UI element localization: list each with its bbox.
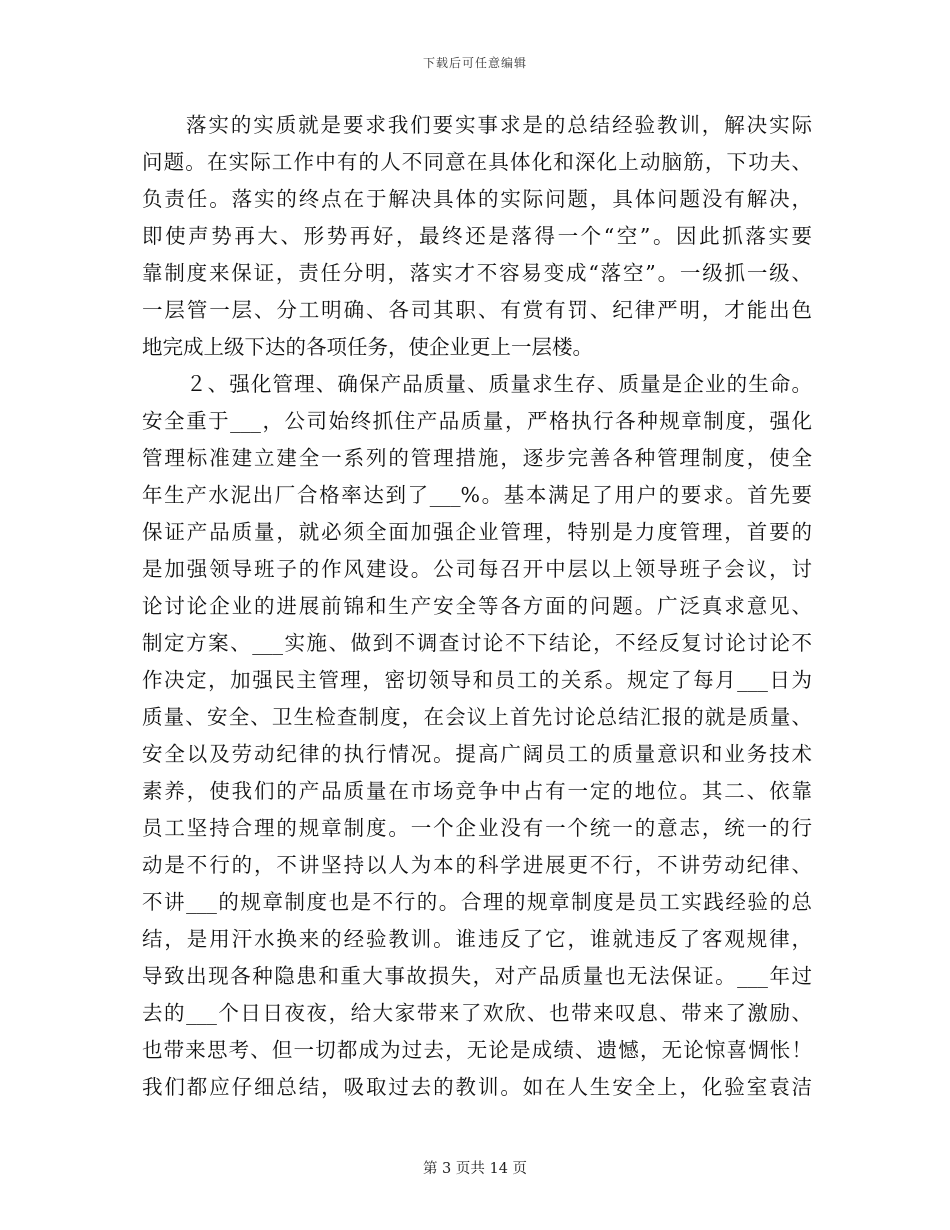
paragraph-2-line: 动是不行的，不讲坚持以人为本的科学进展更不行，不讲劳动纪律、 <box>142 853 812 877</box>
document-body <box>142 107 812 1106</box>
paragraph-2-line: 不讲___的规章制度也是不行的。合理的规章制度是员工实践经验的总 <box>142 890 812 914</box>
paragraph-2-line: ２、强化管理、确保产品质量、质量求生存、质量是企业的生命。 <box>186 372 812 396</box>
paragraph-2-line: 论讨论企业的进展前锦和生产安全等各方面的问题。广泛真求意见、 <box>142 594 812 618</box>
paragraph-1-line: 地完成上级下达的各项任务，使企业更上一层楼。 <box>142 335 593 359</box>
paragraph-2-line: 作决定，加强民主管理，密切领导和员工的关系。规定了每月___日为 <box>142 668 812 692</box>
paragraph-2-line: 员工坚持合理的规章制度。一个企业没有一个统一的意志，统一的行 <box>142 816 812 840</box>
paragraph-2-line: 年生产水泥出厂合格率达到了___%。基本满足了用户的要求。首先要 <box>142 483 812 507</box>
paragraph-2-line: 质量、安全、卫生检查制度，在会议上首先讨论总结汇报的就是质量、 <box>142 705 812 729</box>
page-footer: 第 3 页共 14 页 <box>422 1161 528 1177</box>
paragraph-1-line: 问题。在实际工作中有的人不同意在具体化和深化上动脑筋，下功夫、 <box>142 150 812 174</box>
paragraph-2-line: 我们都应仔细总结，吸取过去的教训。如在人生安全上，化验室袁洁 <box>142 1075 812 1099</box>
paragraph-2-line: 是加强领导班子的作风建设。公司每召开中层以上领导班子会议，讨 <box>142 557 812 581</box>
paragraph-2-line: 结，是用汗水换来的经验教训。谁违反了它，谁就违反了客观规律， <box>142 927 812 951</box>
paragraph-2-line: 去的___个日日夜夜，给大家带来了欢欣、也带来叹息、带来了激励、 <box>142 1001 812 1025</box>
paragraph-2-line: 也带来思考、但一切都成为过去，无论是成绩、遗憾，无论惊喜惆怅！ <box>142 1038 812 1062</box>
paragraph-1-line: 一层管一层、分工明确、各司其职、有赏有罚、纪律严明，才能出色 <box>142 298 812 322</box>
paragraph-2-line: 安全以及劳动纪律的执行情况。提高广阔员工的质量意识和业务技术 <box>142 742 812 766</box>
paragraph-2-line: 管理标准建立建全一系列的管理措施，逐步完善各种管理制度，使全 <box>142 446 812 470</box>
paragraph-1-line: 落实的实质就是要求我们要实事求是的总结经验教训，解决实际 <box>186 113 812 137</box>
paragraph-2-line: 保证产品质量，就必须全面加强企业管理，特别是力度管理，首要的 <box>142 520 812 544</box>
page-header: 下载后可任意编辑 <box>422 56 527 70</box>
paragraph-2-line: 制定方案、___实施、做到不调查讨论不下结论，不经反复讨论讨论不 <box>142 631 812 655</box>
paragraph-2-line: 导致出现各种隐患和重大事故损失，对产品质量也无法保证。___年过 <box>142 964 812 988</box>
paragraph-2-line: 素养，使我们的产品质量在市场竞争中占有一定的地位。其二、依靠 <box>142 779 812 803</box>
paragraph-1-line: 即使声势再大、形势再好，最终还是落得一个“空”。因此抓落实要 <box>142 224 812 248</box>
paragraph-1-line: 靠制度来保证，责任分明，落实才不容易变成“落空”。一级抓一级、 <box>142 261 812 285</box>
paragraph-2-line: 安全重于___，公司始终抓住产品质量，严格执行各种规章制度，强化 <box>142 409 812 433</box>
paragraph-1-line: 负责任。落实的终点在于解决具体的实际问题，具体问题没有解决， <box>142 187 812 211</box>
